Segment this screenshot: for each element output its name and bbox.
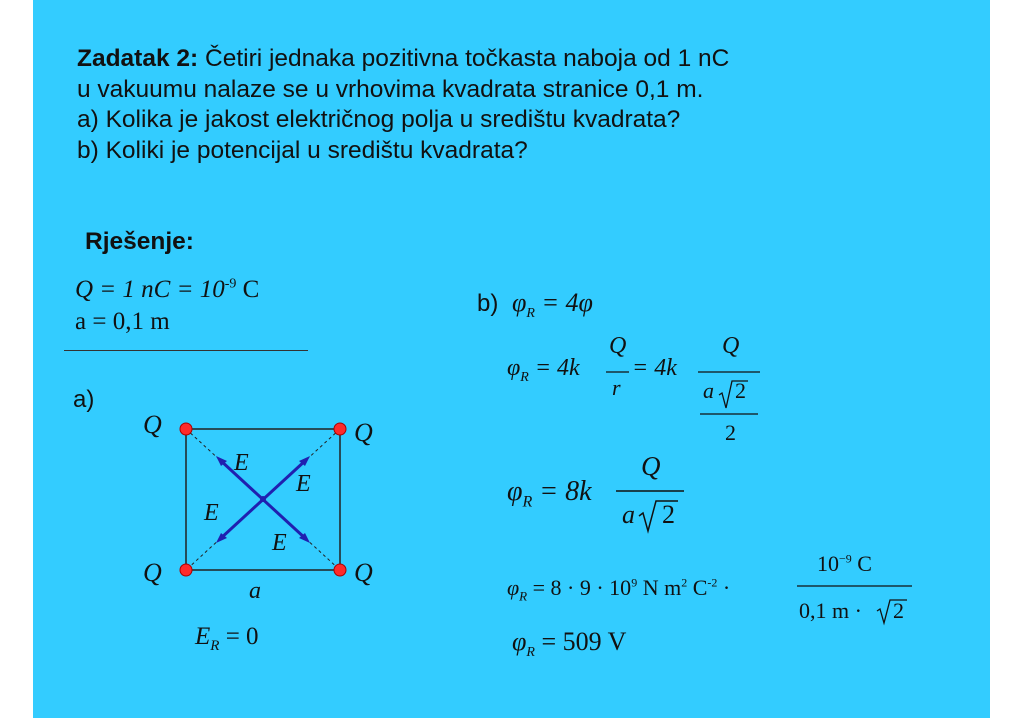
eq2-frac2-den-2: 2 [725, 420, 736, 445]
result-b: $\varphi_R = 509$ V [512, 627, 627, 661]
charge-label-top-left: Q [143, 410, 162, 439]
eq4-den-sqrt2: 2 [893, 598, 904, 623]
result-a: $E_R = 0$ [195, 623, 259, 654]
eq2-frac2-den-sqrt2: 2 [735, 378, 746, 403]
charge-label-top-right: Q [354, 418, 373, 447]
given-charge: Q = 1 nC = $10^{-9}$ C [75, 276, 260, 303]
solution-heading: Rješenje: [85, 228, 194, 255]
part-a-label: a) [73, 386, 95, 413]
field-label-1: E [234, 450, 249, 476]
eq2-frac2-num: Q [722, 333, 740, 359]
equation-2-mid: = 4k [632, 355, 677, 381]
field-label-4: E [272, 530, 287, 556]
part-b-label: b) [477, 290, 499, 317]
eq2-frac1-den: r [612, 375, 621, 400]
eq4-den: 0,1 m · [799, 598, 862, 623]
charge-label-bottom-right: Q [354, 558, 373, 587]
charge-label-bottom-left: Q [143, 558, 162, 587]
equation-2-lhs: $\varphi_R = 4k$ [507, 355, 580, 385]
eq2-frac2-den-a: a [703, 378, 714, 403]
problem-line-3: a) Kolika je jakost električnog polja u središtu kvadrata? [77, 106, 681, 133]
eq4-num: $10^{-9}$ C [817, 551, 872, 576]
problem-label: Zadatak 2: [77, 45, 199, 72]
problem-line-1: Četiri jednaka pozitivna točkasta naboja od 1 nC [198, 45, 730, 72]
problem-line-4: b) Koliki je potencijal u središtu kvadrata? [77, 136, 528, 164]
given-side: a = 0,1 m [75, 308, 170, 335]
equation-1: $\varphi_R = 4\varphi$ [512, 288, 593, 322]
eq2-frac1-num: Q [609, 333, 627, 359]
problem-line-2: u vakuumu nalaze se u vrhovima kvadrata stranice 0,1 m. [77, 75, 704, 103]
equation-3-lhs: $\varphi_R = 8k$ [507, 476, 592, 511]
side-label: a [249, 578, 261, 604]
field-label-2: E [296, 471, 311, 497]
eq3-num: Q [641, 451, 661, 481]
eq3-den-a: a [622, 500, 635, 529]
field-label-3: E [204, 500, 219, 526]
eq3-den-sqrt2: 2 [662, 500, 675, 529]
equation-4-lhs: $\varphi_R = 8 \cdot 9 \cdot 10^9$ N $m^2$ $C^{-2}$ · [507, 575, 731, 604]
